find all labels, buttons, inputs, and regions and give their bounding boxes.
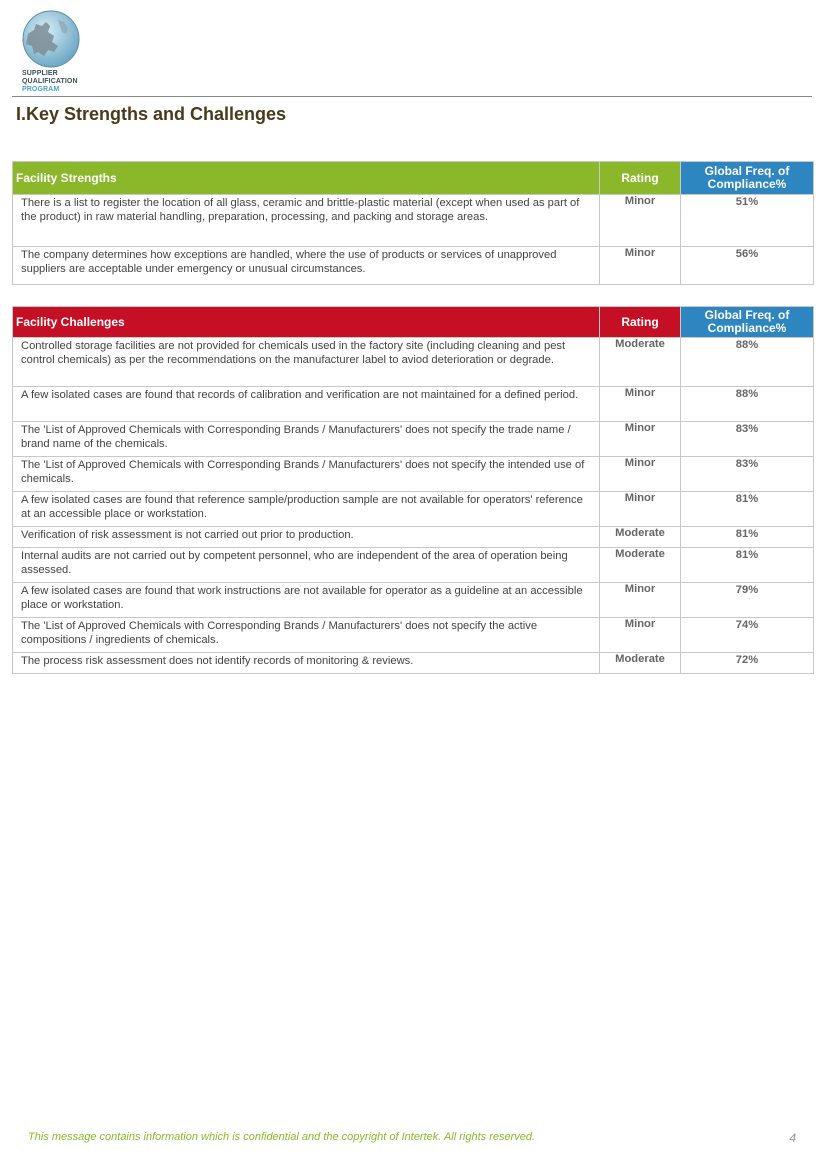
- challenges-table: [12, 306, 814, 674]
- table-row: [13, 492, 814, 527]
- table-row: [13, 653, 814, 674]
- row-frequency: 81%: [681, 548, 814, 583]
- challenges-header-title: Facility Challenges: [13, 307, 600, 338]
- row-description: There is a list to register the location of all glass, ceramic and brittle-plastic material (except when used as part of the product) in raw material handling, preparation, processing, and packing and storage areas.: [13, 195, 600, 247]
- row-description: The process risk assessment does not identify records of monitoring & reviews.: [13, 653, 600, 674]
- row-description: A few isolated cases are found that work instructions are not available for operator as a guideline at an accessible place or workstation.: [13, 583, 600, 618]
- row-rating: Moderate: [600, 527, 681, 548]
- table-row: [13, 548, 814, 583]
- row-frequency: 56%: [681, 247, 814, 285]
- page-number: 4: [789, 1131, 796, 1145]
- row-description: A few isolated cases are found that reference sample/production sample are not available for operators' reference at an accessible place or workstation.: [13, 492, 600, 527]
- section-title: I.Key Strengths and Challenges: [16, 104, 287, 124]
- challenges-header-freq: Global Freq. of Compliance%: [681, 307, 814, 338]
- row-rating: Minor: [600, 195, 681, 247]
- table-row: [13, 527, 814, 548]
- row-frequency: 83%: [681, 422, 814, 457]
- header-divider: [12, 96, 812, 97]
- row-frequency: 72%: [681, 653, 814, 674]
- table-row: [13, 387, 814, 422]
- globe-gear-icon: [22, 10, 80, 68]
- row-frequency: 79%: [681, 583, 814, 618]
- row-frequency: 88%: [681, 387, 814, 422]
- row-rating: Minor: [600, 247, 681, 285]
- table-row: [13, 583, 814, 618]
- strengths-header-title: Facility Strengths: [13, 162, 600, 195]
- strengths-table: [12, 161, 814, 285]
- strengths-header-rating: Rating: [600, 162, 681, 195]
- row-frequency: 81%: [681, 527, 814, 548]
- row-frequency: 51%: [681, 195, 814, 247]
- logo: [22, 10, 84, 94]
- row-description: The 'List of Approved Chemicals with Corresponding Brands / Manufacturers' does not specify the trade name / brand name of the chemicals.: [13, 422, 600, 457]
- row-rating: Moderate: [600, 338, 681, 387]
- row-rating: Moderate: [600, 548, 681, 583]
- row-frequency: 83%: [681, 457, 814, 492]
- confidentiality-footer: This message contains information which is confidential and the copyright of Intertek. All rights reserved.: [28, 1131, 536, 1143]
- row-frequency: 81%: [681, 492, 814, 527]
- row-description: Verification of risk assessment is not carried out prior to production.: [13, 527, 600, 548]
- table-row: [13, 247, 814, 285]
- table-row: [13, 457, 814, 492]
- row-description: The 'List of Approved Chemicals with Corresponding Brands / Manufacturers' does not specify the intended use of chemicals.: [13, 457, 600, 492]
- row-rating: Minor: [600, 422, 681, 457]
- row-rating: Minor: [600, 457, 681, 492]
- row-description: The 'List of Approved Chemicals with Corresponding Brands / Manufacturers' does not specify the active compositions / ingredients of chemicals.: [13, 618, 600, 653]
- table-row: [13, 422, 814, 457]
- row-rating: Minor: [600, 387, 681, 422]
- row-rating: Moderate: [600, 653, 681, 674]
- row-description: The company determines how exceptions are handled, where the use of products or services of unapproved suppliers are acceptable under emergency or unusual circumstances.: [13, 247, 600, 285]
- row-description: A few isolated cases are found that records of calibration and verification are not maintained for a defined period.: [13, 387, 600, 422]
- row-rating: Minor: [600, 492, 681, 527]
- challenges-header-rating: Rating: [600, 307, 681, 338]
- logo-line-2: QUALIFICATION: [22, 78, 78, 85]
- logo-line-1: SUPPLIER: [22, 70, 58, 77]
- row-frequency: 74%: [681, 618, 814, 653]
- row-frequency: 88%: [681, 338, 814, 387]
- logo-line-3: PROGRAM: [22, 86, 60, 93]
- row-rating: Minor: [600, 618, 681, 653]
- table-row: [13, 338, 814, 387]
- table-row: [13, 195, 814, 247]
- strengths-header-freq: Global Freq. of Compliance%: [681, 162, 814, 195]
- row-description: Internal audits are not carried out by competent personnel, who are independent of the area of operation being assessed.: [13, 548, 600, 583]
- table-row: [13, 618, 814, 653]
- row-rating: Minor: [600, 583, 681, 618]
- row-description: Controlled storage facilities are not provided for chemicals used in the factory site (including cleaning and pest control chemicals) as per the recommendations on the manufacturer label to aviod deterioration or degrade.: [13, 338, 600, 387]
